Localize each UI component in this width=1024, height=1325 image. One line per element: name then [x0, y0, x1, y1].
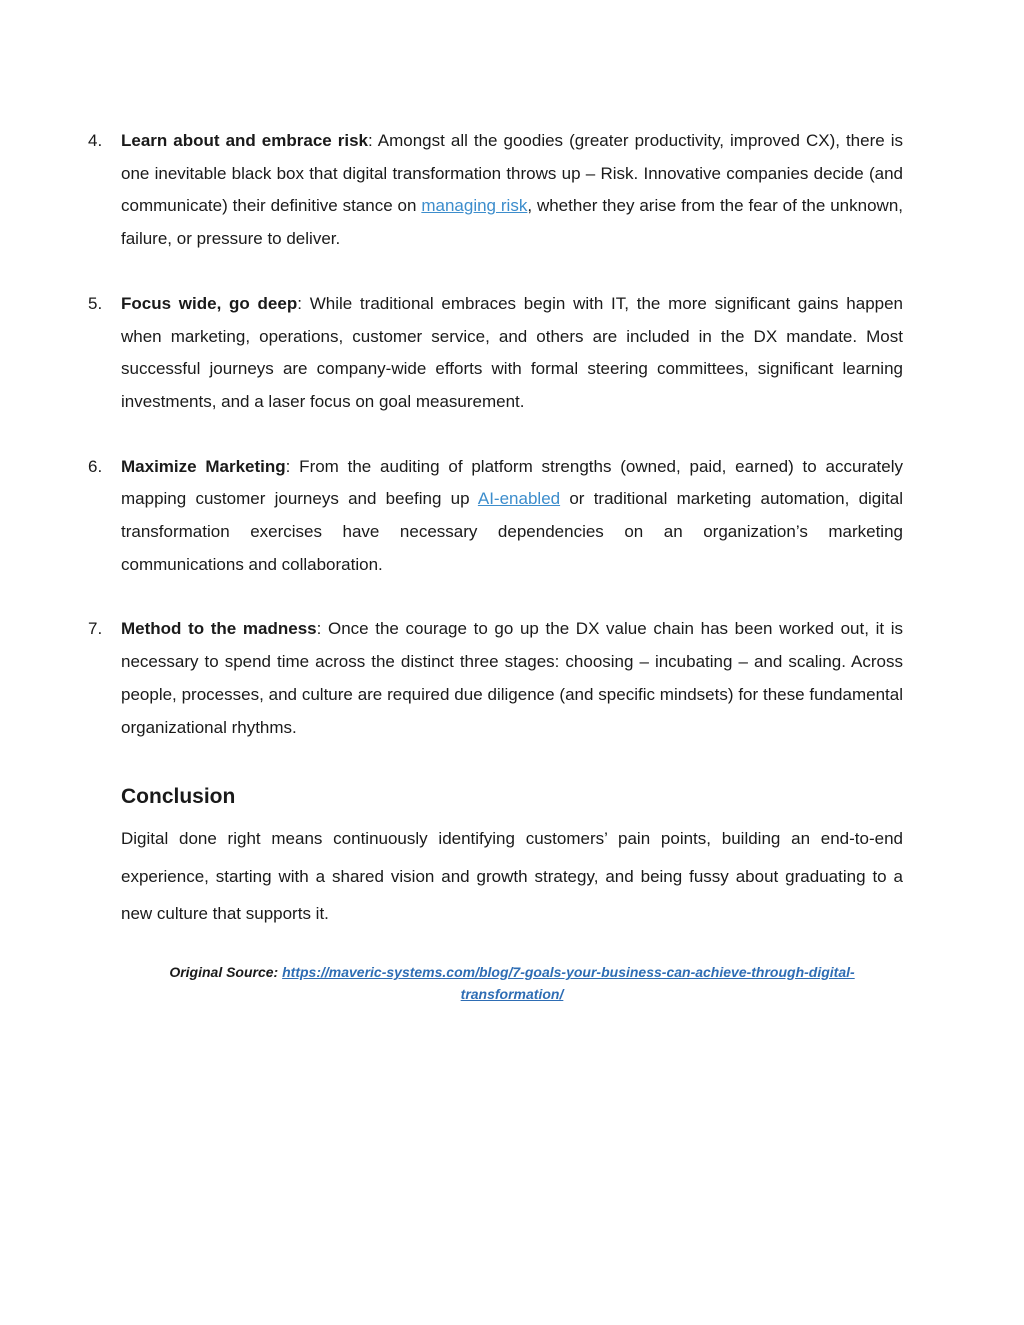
item-number: 5.	[88, 293, 103, 313]
item-title: Method to the madness	[121, 619, 317, 639]
list-item-6	[88, 451, 903, 582]
source-label: Original Source:	[169, 964, 279, 980]
list-item-5	[88, 288, 903, 419]
ai-enabled-link[interactable]: AI-enabled	[477, 489, 561, 509]
item-text-after: , whether they arise from the fear of the unknown, failure, or pressure to deliver.	[121, 196, 903, 249]
list-item-4	[88, 125, 903, 256]
managing-risk-link[interactable]: managing risk	[421, 196, 528, 216]
item-number: 6.	[88, 456, 103, 476]
item-text: : From the auditing of platform strengths (owned, paid, earned) to accurately mapping customer journeys and beefing up	[121, 456, 903, 509]
source-link[interactable]: https://maveric-systems.com/blog/7-goals-your-business-can-achieve-through-digital-transformation/	[282, 964, 855, 1002]
item-title: Focus wide, go deep	[121, 293, 298, 313]
conclusion-section	[121, 780, 903, 933]
list-item-7	[88, 613, 903, 744]
item-number: 4.	[88, 131, 103, 150]
item-text: : Once the courage to go up the DX value chain has been worked out, it is necessary to spend time across the distinct three stages: choosing – incubating – and scaling. Across people, processes, and culture are required due diligence (and specific mindsets) for these fundamental organizational rhythms.	[121, 619, 903, 737]
conclusion-body: Digital done right means continuously identifying customers’ pain points, building an end-to-end experience, starting with a shared vision and growth strategy, and being fussy about graduating to a new culture that supports it.	[121, 829, 903, 923]
item-text: : While traditional embraces begin with IT, the more significant gains happen when marketing, operations, customer service, and others are included in the DX mandate. Most successful journeys are company-wide efforts with formal steering committees, significant learning investments, and a laser focus on goal measurement.	[121, 293, 904, 411]
conclusion-heading: Conclusion	[121, 785, 236, 808]
item-text: : Amongst all the goodies (greater productivity, improved CX), there is one inevitable black box that digital transformation throws up – Risk. Innovative companies decide (and communicate) their definitive stance on	[121, 131, 903, 216]
goals-list	[88, 125, 903, 776]
original-source	[121, 961, 903, 1005]
item-title: Maximize Marketing	[121, 456, 286, 476]
item-title: Learn about and embrace risk	[121, 131, 368, 150]
item-number: 7.	[88, 619, 103, 639]
item-text-after: or traditional marketing automation, digital transformation exercises have necessary dependencies on an organization’s marketing communications and collaboration.	[121, 489, 903, 574]
